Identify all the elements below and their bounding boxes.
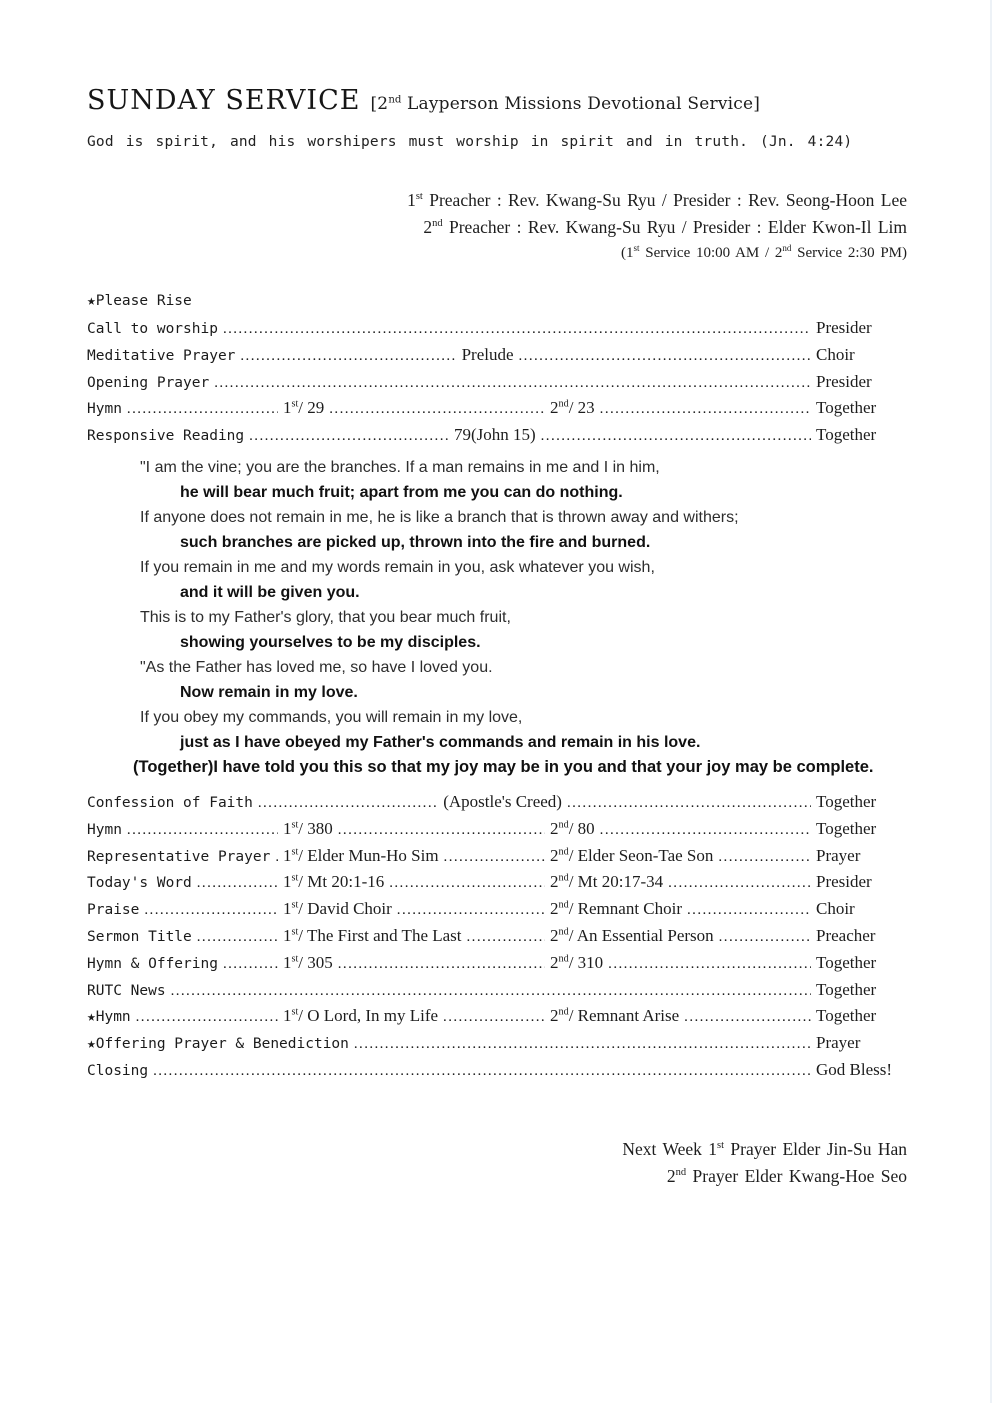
ordinal: 1 bbox=[283, 872, 292, 892]
dot-leader bbox=[214, 370, 811, 397]
first-service-cell bbox=[283, 843, 550, 871]
dot-leader bbox=[600, 396, 811, 423]
second-service-detail bbox=[550, 950, 603, 977]
first-service-detail bbox=[283, 896, 392, 923]
order-item-detail: (Apostle's Creed) bbox=[443, 791, 562, 811]
ordinal-suffix: st bbox=[291, 1006, 299, 1018]
first-service-detail bbox=[283, 1003, 438, 1030]
order-item-label: Opening Prayer bbox=[87, 374, 210, 391]
dot-leader bbox=[443, 1004, 545, 1031]
label-cell bbox=[87, 870, 283, 897]
times-mid: Service 10:00 AM / 2 bbox=[639, 245, 783, 261]
order-row-closing-hymn bbox=[87, 1003, 907, 1030]
second-service-cell bbox=[550, 1003, 816, 1031]
label-cell bbox=[87, 924, 283, 951]
detail-text: / 310 bbox=[568, 952, 604, 972]
reading-line-response: Now remain in my love. bbox=[180, 683, 358, 701]
second-service-detail bbox=[550, 869, 663, 896]
dot-leader bbox=[223, 951, 278, 978]
second-service-detail bbox=[550, 395, 595, 422]
first-service-cell bbox=[283, 896, 550, 924]
detail-text: / The First and The Last bbox=[298, 925, 462, 945]
order-row-hymn bbox=[87, 395, 907, 422]
reading-line: "I am the vine; you are the branches. If a man remains in me and I in him, bbox=[140, 458, 660, 476]
ordinal-suffix: st bbox=[291, 872, 299, 884]
subtitle-ordinal-suffix: nd bbox=[388, 94, 402, 106]
first-service-detail bbox=[283, 816, 333, 843]
dot-leader bbox=[338, 817, 545, 844]
second-service-detail bbox=[550, 896, 682, 923]
order-item-performer: Presider bbox=[816, 318, 872, 337]
order-row-responsive-reading bbox=[87, 422, 907, 449]
ordinal-suffix: st bbox=[291, 845, 299, 857]
ordinal-suffix: nd bbox=[558, 953, 569, 965]
dot-leader bbox=[389, 870, 545, 897]
order-row-meditative-prayer bbox=[87, 342, 907, 369]
order-of-service-1 bbox=[87, 315, 907, 449]
ordinal-suffix: st bbox=[415, 191, 423, 203]
order-row-rutc-news bbox=[87, 977, 907, 1004]
order-item-performer: Choir bbox=[816, 899, 855, 919]
first-service-detail bbox=[283, 395, 324, 422]
dot-leader bbox=[136, 1004, 278, 1031]
order-item-performer: Prayer bbox=[816, 1033, 861, 1053]
order-item-performer: Together bbox=[816, 818, 877, 838]
detail-text: / 305 bbox=[298, 952, 333, 972]
dot-leader bbox=[719, 924, 811, 951]
ordinal: 2 bbox=[550, 952, 559, 972]
order-item-performer: Together bbox=[816, 1006, 877, 1026]
next-week-second-prayer bbox=[87, 1163, 907, 1190]
order-row-hymn-2 bbox=[87, 816, 907, 843]
first-service-detail bbox=[283, 923, 462, 950]
please-rise-note: ★Please Rise bbox=[87, 293, 192, 309]
order-row-closing bbox=[87, 1057, 907, 1084]
second-service-detail bbox=[550, 1003, 679, 1030]
dot-leader bbox=[258, 790, 438, 817]
order-row-confession-of-faith bbox=[87, 789, 907, 816]
ordinal-suffix: nd bbox=[558, 926, 569, 938]
second-service-cell bbox=[550, 843, 816, 871]
first-service-detail bbox=[283, 869, 384, 896]
times-close: Service 2:30 PM) bbox=[791, 245, 907, 261]
ordinal-suffix: st bbox=[633, 243, 640, 253]
label-cell bbox=[87, 817, 283, 844]
ordinal: 1 bbox=[407, 190, 416, 210]
order-row-sermon-title bbox=[87, 923, 907, 950]
order-item-label: Confession of Faith bbox=[87, 794, 253, 811]
dot-leader bbox=[444, 844, 545, 871]
ordinal: 2 bbox=[550, 398, 559, 418]
first-service-cell bbox=[283, 395, 550, 423]
reading-line-response: and it will be given you. bbox=[180, 583, 360, 601]
order-item-label: ★Hymn bbox=[87, 1009, 131, 1026]
ordinal-suffix: nd bbox=[558, 819, 569, 831]
dot-leader bbox=[567, 790, 811, 817]
order-row-hymn-offering bbox=[87, 950, 907, 977]
detail-text: / Elder Seon-Tae Son bbox=[568, 845, 714, 865]
order-item-label: ★Offering Prayer & Benediction bbox=[87, 1036, 349, 1053]
preacher-presider-block bbox=[87, 187, 907, 267]
second-service-leaders bbox=[87, 214, 907, 241]
service-times bbox=[87, 240, 907, 267]
order-row-call-to-worship bbox=[87, 315, 907, 342]
second-service-detail bbox=[550, 923, 714, 950]
reading-line: This is to my Father's glory, that you bear much fruit, bbox=[140, 608, 511, 626]
responsive-reading-passage bbox=[87, 455, 907, 780]
order-item-performer: God Bless! bbox=[816, 1059, 893, 1079]
dot-leader bbox=[338, 951, 545, 978]
order-item-label: Closing bbox=[87, 1062, 149, 1079]
ordinal: 2 bbox=[550, 925, 559, 945]
second-service-cell bbox=[550, 869, 816, 897]
ordinal: 2 bbox=[666, 1165, 676, 1186]
detail-text: / An Essential Person bbox=[568, 925, 714, 945]
dot-leader bbox=[144, 897, 278, 924]
theme-verse: God is spirit, and his worshipers must worship in spirit and in truth. (Jn. 4:24) bbox=[87, 134, 853, 150]
dot-leader bbox=[600, 817, 811, 844]
dot-leader bbox=[197, 870, 278, 897]
subtitle-rest: Layperson Missions Devotional Service] bbox=[401, 94, 761, 114]
order-item-detail: 79(John 15) bbox=[453, 425, 536, 445]
ordinal: 2 bbox=[550, 1006, 559, 1026]
dot-leader bbox=[354, 1031, 811, 1058]
ordinal: 1 bbox=[283, 1006, 292, 1026]
reading-line-together: (Together)I have told you this so that my joy may be in you and that your joy may be complete. bbox=[133, 757, 874, 776]
order-row-praise bbox=[87, 896, 907, 923]
ordinal-suffix: nd bbox=[558, 1006, 569, 1018]
page-header bbox=[87, 84, 907, 122]
ordinal-suffix: nd bbox=[558, 398, 569, 410]
reading-line: If you obey my commands, you will remain in my love, bbox=[140, 708, 523, 726]
dot-leader bbox=[687, 897, 811, 924]
order-row-opening-prayer bbox=[87, 369, 907, 396]
dot-leader bbox=[197, 924, 278, 951]
ordinal-suffix: st bbox=[291, 398, 299, 410]
ordinal-suffix: st bbox=[291, 819, 299, 831]
ordinal-suffix: st bbox=[717, 1139, 725, 1151]
detail-text: / Remnant Choir bbox=[568, 899, 683, 919]
dot-leader bbox=[223, 316, 811, 343]
order-row-representative-prayer bbox=[87, 843, 907, 870]
order-item-label: Hymn & Offering bbox=[87, 955, 218, 972]
next-week-text: Next Week 1 bbox=[622, 1138, 718, 1159]
ordinal-suffix: nd bbox=[675, 1166, 687, 1178]
order-item-label: Sermon Title bbox=[87, 928, 192, 945]
order-item-label: Hymn bbox=[87, 821, 122, 838]
order-item-label: Hymn bbox=[87, 401, 122, 418]
second-service-cell bbox=[550, 395, 816, 423]
order-item-performer: Together bbox=[816, 425, 877, 445]
order-item-performer: Prayer bbox=[816, 845, 861, 865]
order-item-performer: Together bbox=[816, 979, 877, 999]
detail-text: / 23 bbox=[568, 398, 595, 418]
ordinal-suffix: nd bbox=[558, 872, 569, 884]
detail-text: / 80 bbox=[568, 818, 595, 838]
dot-leader bbox=[397, 897, 545, 924]
dot-leader bbox=[127, 817, 278, 844]
times-open: (1 bbox=[621, 245, 634, 261]
order-item-label: Today's Word bbox=[87, 875, 192, 892]
first-service-cell bbox=[283, 869, 550, 897]
leaders-text: Preacher : Rev. Kwang-Su Ryu / Presider : Rev. Seong-Hoon Lee bbox=[422, 190, 907, 210]
second-service-detail bbox=[550, 816, 595, 843]
reading-line: "As the Father has loved me, so have I loved you. bbox=[140, 658, 493, 676]
second-service-cell bbox=[550, 896, 816, 924]
next-week-text: Prayer Elder Kwang-Hoe Seo bbox=[686, 1165, 907, 1186]
dot-leader bbox=[171, 978, 811, 1005]
leaders-text: Preacher : Rev. Kwang-Su Ryu / Presider : Elder Kwon-Il Lim bbox=[442, 216, 907, 237]
reading-line-response: just as I have obeyed my Father's commands and remain in his love. bbox=[180, 733, 701, 751]
detail-text: / Remnant Arise bbox=[568, 1006, 680, 1026]
next-week-first-prayer bbox=[87, 1136, 907, 1163]
first-service-cell bbox=[283, 1003, 550, 1031]
dot-leader bbox=[275, 844, 278, 871]
page-title: SUNDAY SERVICE bbox=[87, 85, 361, 116]
detail-text: / David Choir bbox=[298, 899, 392, 919]
first-service-detail bbox=[283, 843, 439, 870]
ordinal: 1 bbox=[283, 899, 292, 919]
ordinal-suffix: st bbox=[291, 953, 299, 965]
first-service-cell bbox=[283, 816, 550, 844]
dot-leader bbox=[153, 1058, 811, 1085]
first-service-cell bbox=[283, 950, 550, 978]
ordinal: 2 bbox=[550, 845, 559, 865]
detail-text: / 380 bbox=[298, 818, 333, 838]
ordinal: 1 bbox=[283, 398, 292, 418]
ordinal-suffix: st bbox=[291, 899, 299, 911]
order-item-detail: Prelude bbox=[461, 344, 514, 364]
label-cell bbox=[87, 1004, 283, 1031]
order-row-offering-prayer-benediction bbox=[87, 1030, 907, 1057]
detail-text: / O Lord, In my Life bbox=[298, 1006, 439, 1026]
ordinal: 1 bbox=[283, 818, 292, 838]
first-service-detail bbox=[283, 950, 333, 977]
service-subtitle bbox=[370, 94, 760, 114]
ordinal-suffix: nd bbox=[558, 899, 569, 911]
first-service-cell bbox=[283, 923, 550, 951]
reading-line: If you remain in me and my words remain in you, ask whatever you wish, bbox=[140, 558, 655, 576]
order-item-label: Call to worship bbox=[87, 321, 218, 337]
second-service-cell bbox=[550, 950, 816, 978]
dot-leader bbox=[608, 951, 811, 978]
detail-text: / Mt 20:17-34 bbox=[568, 872, 664, 892]
order-item-performer: Together bbox=[816, 398, 877, 418]
dot-leader bbox=[684, 1004, 811, 1031]
order-item-performer: Choir bbox=[816, 344, 855, 364]
reading-line-response: such branches are picked up, thrown into the fire and burned. bbox=[180, 533, 651, 551]
next-week-block bbox=[87, 1136, 907, 1190]
dot-leader bbox=[467, 924, 545, 951]
ordinal-suffix: nd bbox=[782, 243, 792, 253]
second-service-cell bbox=[550, 816, 816, 844]
ordinal-suffix: nd bbox=[432, 217, 443, 229]
reading-line-response: he will bear much fruit; apart from me you can do nothing. bbox=[180, 483, 623, 501]
reading-line-response: showing yourselves to be my disciples. bbox=[180, 633, 481, 651]
order-item-performer: Together bbox=[816, 952, 877, 972]
ordinal-suffix: nd bbox=[558, 845, 569, 857]
reading-line: If anyone does not remain in me, he is like a branch that is thrown away and withers; bbox=[140, 508, 739, 526]
order-item-label: Representative Prayer bbox=[87, 848, 271, 865]
order-item-label: Praise bbox=[87, 902, 140, 919]
dot-leader bbox=[127, 396, 278, 423]
ordinal: 2 bbox=[550, 818, 559, 838]
order-item-label: Responsive Reading bbox=[87, 428, 245, 445]
second-service-cell bbox=[550, 923, 816, 951]
order-of-service-2 bbox=[87, 789, 907, 1084]
label-cell bbox=[87, 897, 283, 924]
dot-leader bbox=[541, 423, 811, 450]
dot-leader bbox=[249, 423, 449, 450]
ordinal: 1 bbox=[283, 925, 292, 945]
detail-text: / Mt 20:1-16 bbox=[298, 872, 385, 892]
order-item-label: RUTC News bbox=[87, 982, 166, 999]
ordinal: 2 bbox=[423, 216, 433, 237]
order-item-performer: Together bbox=[816, 791, 877, 811]
dot-leader bbox=[668, 870, 811, 897]
ordinal: 2 bbox=[550, 872, 559, 892]
ordinal: 1 bbox=[283, 845, 292, 865]
ordinal: 2 bbox=[550, 899, 559, 919]
dot-leader bbox=[240, 343, 456, 370]
dot-leader bbox=[519, 343, 811, 370]
order-item-performer: Presider bbox=[816, 872, 872, 892]
next-week-text: Prayer Elder Jin-Su Han bbox=[724, 1138, 907, 1159]
order-item-performer: Presider bbox=[816, 371, 872, 391]
second-service-detail bbox=[550, 843, 713, 870]
detail-text: / Elder Mun-Ho Sim bbox=[298, 845, 439, 865]
order-item-performer: Preacher bbox=[816, 925, 876, 945]
dot-leader bbox=[718, 844, 811, 871]
detail-text: / 29 bbox=[298, 398, 325, 418]
dot-leader bbox=[329, 396, 545, 423]
first-service-leaders bbox=[87, 187, 907, 214]
label-cell bbox=[87, 396, 283, 423]
subtitle-open: [2 bbox=[370, 94, 389, 114]
label-cell bbox=[87, 844, 283, 871]
order-row-todays-word bbox=[87, 869, 907, 896]
order-item-label: Meditative Prayer bbox=[87, 347, 236, 364]
label-cell bbox=[87, 951, 283, 978]
ordinal: 1 bbox=[283, 952, 292, 972]
ordinal-suffix: st bbox=[291, 926, 299, 938]
